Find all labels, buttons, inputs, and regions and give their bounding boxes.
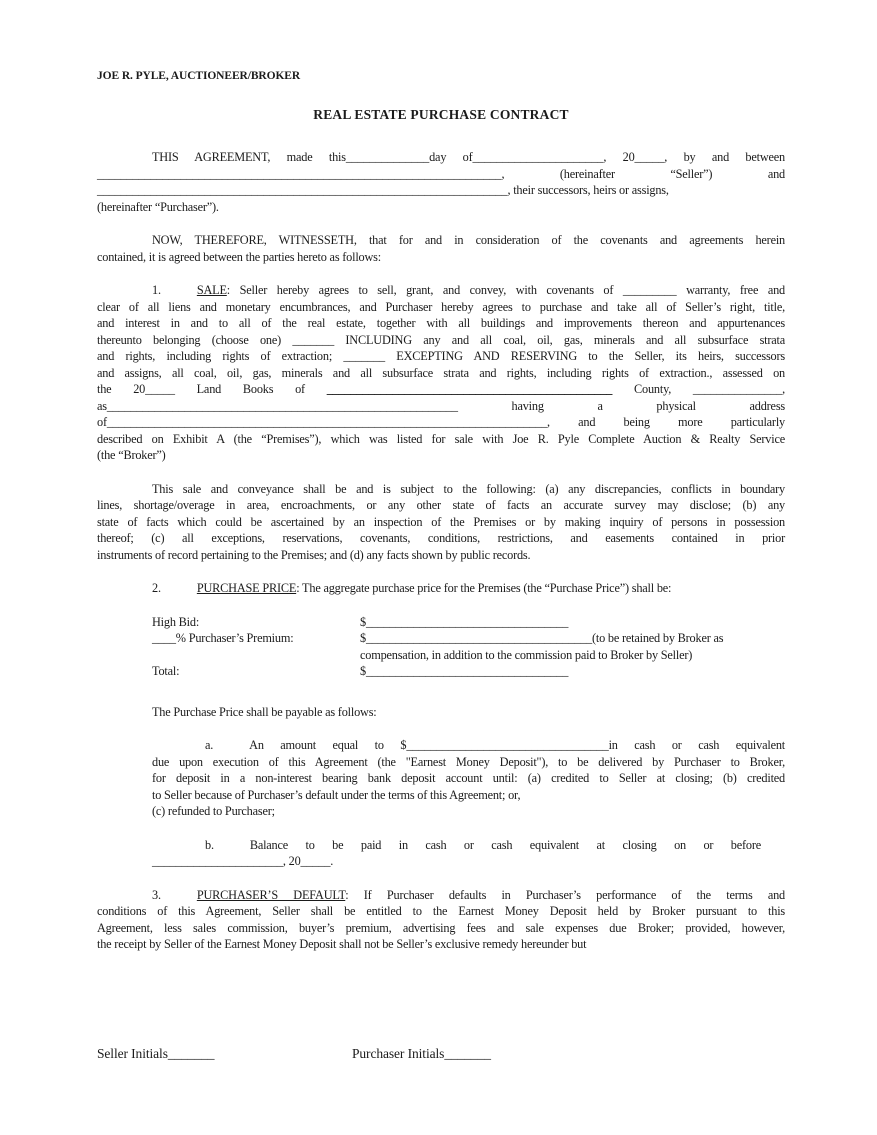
letterhead: JOE R. PYLE, AUCTIONEER/BROKER: [97, 70, 301, 82]
paragraph-line: and assigns, all coal, oil, gas, minerals and all subsurface strata and rights, including rights of extraction., assessed on: [97, 365, 785, 380]
price-table: [152, 614, 785, 680]
section-2-purchase-price: [97, 580, 785, 597]
paragraph-line: a. An amount equal to $__________________________________in cash or cash equivalent: [205, 738, 785, 752]
paragraph-line: instruments of record pertaining to the Premises; and (d) any facts shown by public records.: [97, 547, 531, 562]
price-row: [152, 663, 785, 680]
paragraph-line: 1. SALE: Seller hereby agrees to sell, grant, and convey, with covenants of _________ warranty, free and: [152, 283, 785, 297]
document-title: REAL ESTATE PURCHASE CONTRACT: [313, 106, 569, 122]
paragraph-line: of__________________________________________________________________________, and being more particularly: [97, 415, 785, 429]
paragraph-line: 2. PURCHASE PRICE: The aggregate purchase price for the Premises (the “Purchase Price”) shall be:: [152, 581, 672, 595]
price-row-label: Total:: [152, 664, 180, 678]
blank-field: ___________________________________________________________: [106, 398, 458, 413]
paragraph-line: lines, shortage/overage in area, encroachments, or any other state of facts an accurate survey may disclose; (b) any: [97, 498, 785, 512]
intro-agreement: [97, 149, 785, 215]
paragraph-line: the receipt by Seller of the Earnest Money Deposit shall not be Seller’s exclusive remedy hereunder but: [97, 937, 587, 951]
paragraph-line: NOW, THEREFORE, WITNESSETH, that for and in consideration of the covenants and agreements herein: [152, 233, 785, 247]
paragraph-line: (hereinafter “Purchaser”).: [97, 199, 219, 214]
price-row: [152, 614, 785, 631]
price-row-value: $__________________________________: [360, 614, 569, 629]
blank-field: ______________________: [152, 854, 283, 868]
section-3-purchasers-default: [97, 887, 785, 953]
seller-initials: [97, 1046, 352, 1063]
blank-field: __________________________________________________________________________: [106, 415, 548, 429]
witnesseth: [97, 232, 785, 265]
paragraph-line: The Purchase Price shall be payable as follows:: [152, 704, 377, 719]
blank-field: ________________________________________________: [326, 382, 613, 396]
paragraph-line: due upon execution of this Agreement (the "Earnest Money Deposit"), to be delivered by Purchaser to Broker,: [152, 754, 785, 769]
clause-b-balance: [152, 837, 785, 870]
paragraph-line: Agreement, less sales commission, buyer’s premium, advertising fees and sale expenses due Broker; provided, however,: [97, 920, 785, 935]
price-row-value: $__________________________________: [360, 664, 569, 678]
paragraph-line: b. Balance to be paid in cash or cash equivalent at closing on or before: [205, 837, 761, 852]
seller-initials-label: Seller Initials: [97, 1046, 168, 1061]
paragraph-line: THIS AGREEMENT, made this______________day of______________________, 20_____, by and between: [152, 150, 785, 164]
clause-a-earnest-money: [152, 737, 785, 820]
blank-field: _______: [444, 1046, 491, 1061]
paragraph-line: for deposit in a non-interest bearing bank deposit account until: (a) credited to Seller at closing; (b) credited: [152, 771, 785, 785]
paragraph-line: ____________________________________________________________________, (hereinafter “Seller”) and: [97, 166, 785, 181]
purchaser-initials: [352, 1046, 491, 1061]
blank-field: __________________________________: [406, 738, 609, 752]
paragraph-line: (the “Broker”): [97, 448, 166, 462]
paragraph-line: and rights, including rights of extraction; _______ EXCEPTING AND RESERVING to the Seller, its heirs, successors: [97, 349, 785, 363]
price-row-value: $______________________________________(to be retained by Broker as compensation, in addition to the commission paid to Broker by Seller): [360, 631, 724, 662]
sale-conveyance-subject-to: [97, 481, 785, 564]
price-row-label: ____% Purchaser’s Premium:: [152, 631, 294, 645]
paragraph-line: and interest in and to all of the real estate, together with all buildings and improvements thereon and appurtenances: [97, 316, 785, 330]
paragraph-line: the 20_____ Land Books of ________________________________________________ County, _______________,: [97, 382, 785, 396]
paragraph-line: _____________________________________________________________________, their successors, heirs or assigns,: [97, 183, 669, 197]
purchaser-initials-label: Purchaser Initials: [352, 1046, 445, 1061]
paragraph-line: to Seller because of Purchaser’s default under the terms of this Agreement; or,: [152, 787, 521, 802]
paragraph-line: contained, it is agreed between the parties hereto as follows:: [97, 249, 381, 264]
paragraph-line: ______________________, 20_____.: [152, 854, 334, 868]
paragraph-line: clear of all liens and monetary encumbrances, and Purchaser hereby agrees to purchase and take all of Seller’s right, title,: [97, 299, 785, 314]
paragraph-line: (c) refunded to Purchaser;: [152, 804, 275, 818]
paragraph-line: 3. PURCHASER’S DEFAULT: If Purchaser defaults in Purchaser’s performance of the terms and: [152, 887, 785, 902]
paragraph-line: state of facts which could be ascertained by an inspection of the Premises or by making inquiry of persons in possession: [97, 514, 785, 529]
price-row: [152, 630, 785, 663]
blank-field: _____________________________________________________________________: [97, 183, 508, 197]
paragraph-line: thereof; (c) all exceptions, reservations, covenants, conditions, restrictions, and easements contained in prior: [97, 531, 785, 545]
initials-footer: [97, 1046, 491, 1063]
paragraph-line: thereunto belonging (choose one) _______ INCLUDING any and all coal, oil, gas, minerals and all subsurface strata: [97, 332, 785, 347]
paragraph-line: This sale and conveyance shall be and is subject to the following: (a) any discrepancies, conflicts in boundary: [152, 481, 785, 496]
document-body: [97, 149, 785, 953]
blank-field: ____________________________________________________________________: [97, 166, 502, 181]
paragraph-line: as___________________________________________________________ having a physical address: [97, 398, 785, 413]
price-row-label: High Bid:: [152, 614, 200, 629]
paragraph-line: described on Exhibit A (the “Premises”), which was listed for sale with Joe R. Pyle Complete Auction & Realty Service: [97, 431, 785, 446]
paragraph-line: conditions of this Agreement, Seller shall be entitled to the Earnest Money Deposit held by Broker pursuant to this: [97, 904, 785, 918]
blank-field: _______: [167, 1046, 215, 1061]
section-1-sale: [97, 282, 785, 464]
payable-intro: [152, 704, 785, 721]
